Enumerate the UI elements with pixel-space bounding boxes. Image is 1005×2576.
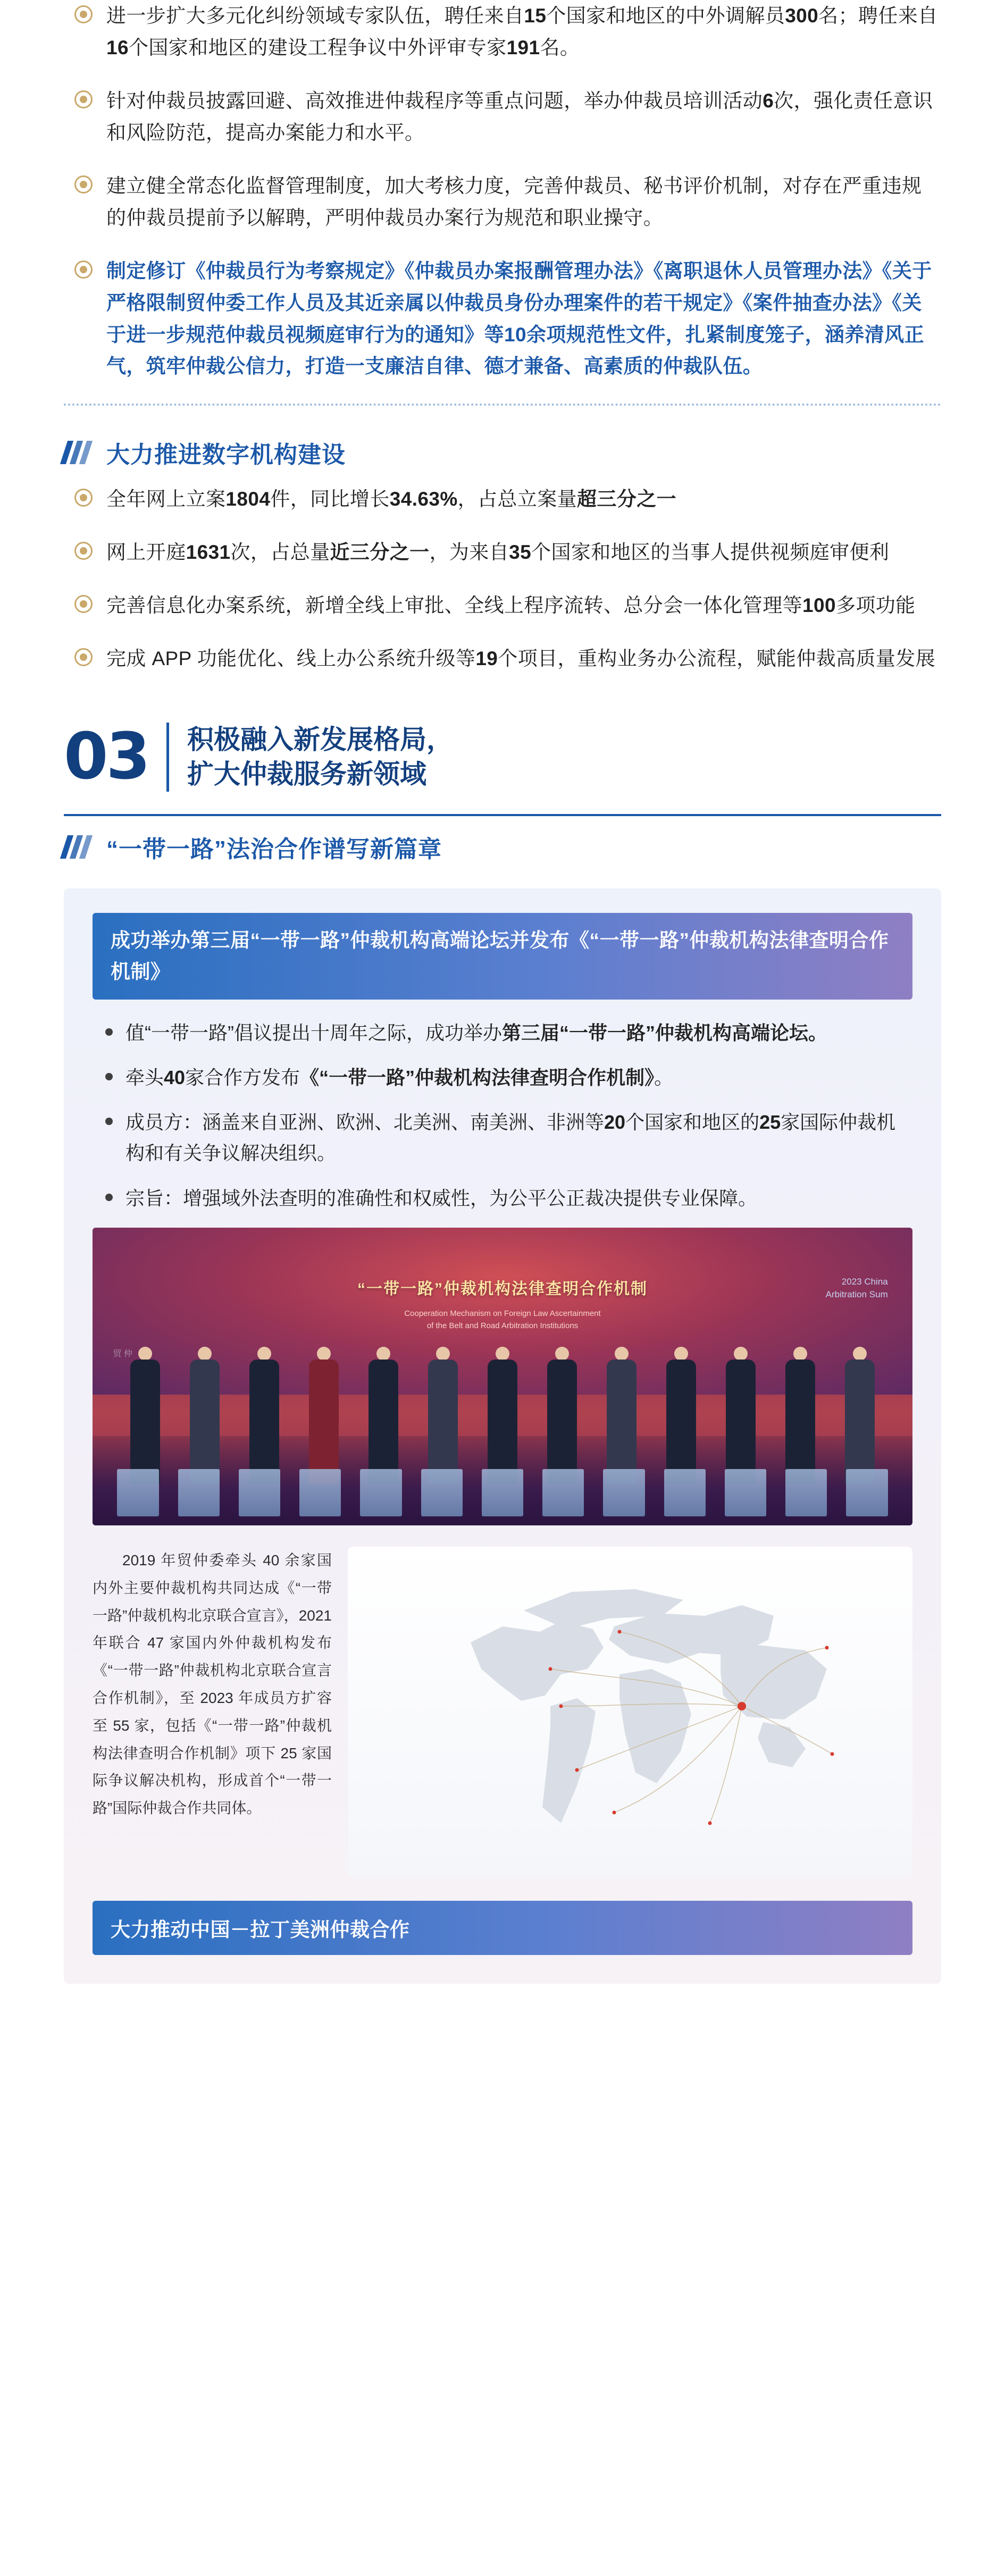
chapter-title-line1: 积极融入新发展格局， [187,725,453,755]
divider-dotted [64,404,941,406]
photo-right-caption [826,1276,888,1302]
photo-subtitle [404,1308,600,1332]
bullet-ring-icon [74,5,93,23]
bullet-text: 完成 APP 功能优化、线上办公系统升级等19个项目，重构业务办公流程，赋能仲裁高质量发展 [106,648,936,670]
photo-podium-row [117,1469,888,1517]
list-item [74,0,941,64]
arbitrator-team-bullets [0,0,1005,382]
chapter-divider [166,723,169,792]
photo-person [483,1347,522,1484]
section-heading-belt-road [0,816,1005,878]
bottom-banner: 大力推动中国－拉丁美洲仲裁合作 [93,1901,912,1955]
photo-person [423,1347,463,1484]
world-map-svg [348,1547,912,1876]
photo-person [245,1347,284,1484]
bullet-ring-icon [74,90,93,108]
list-item [74,643,941,675]
section-heading-digital [0,422,1005,483]
chapter-header [0,696,1005,805]
bullet-dot-icon [105,1194,113,1201]
photo-subtitle-line1: Cooperation Mechanism on Foreign Law Ascertainment [404,1309,601,1319]
bullet-text: 全年网上立案1804件，同比增长34.63%，占总立案量超三分之一 [106,488,677,510]
bullet-text: 建立健全常态化监督管理制度，加大考核力度，完善仲裁员、秘书评价机制，对存在严重违规的仲裁员提前予以解聘，严明仲裁员办案行为规范和职业操守。 [106,174,922,229]
bullet-dot-icon [105,1118,113,1125]
photo-person [364,1347,403,1484]
photo-left-badge: 贸 仲 [113,1349,132,1359]
photo-caption [93,1547,342,1822]
list-item [101,1018,907,1048]
photo-person [721,1347,760,1484]
bullet-ring-icon [74,489,93,507]
section-title: “一带一路”法治合作谱写新篇章 [106,836,442,863]
map-origin-marker [738,1702,746,1710]
panel-item-text: 牵头40家合作方发布《“一带一路”仲裁机构法律查明合作机制》。 [125,1066,674,1088]
list-item [101,1183,907,1214]
photo-person [125,1347,165,1484]
list-item [74,536,941,568]
section-title: 大力推进数字机构建设 [106,442,346,468]
belt-road-panel [64,888,941,1984]
list-item [74,85,941,149]
bullet-ring-icon [74,595,93,613]
bullet-text: 网上开庭1631次，占总量近三分之一，为来自35个国家和地区的当事人提供视频庭审便利 [106,541,890,564]
photo-person [185,1347,224,1484]
chapter-title [187,723,453,792]
chapter-title-line2: 扩大仲裁服务新领域 [187,759,426,790]
panel-banner: 成功举办第三届“一带一路”仲裁机构高端论坛并发布《“一带一路”仲裁机构法律查明合作机制》 [93,913,912,999]
photo-person [661,1347,701,1484]
list-item [101,1107,907,1169]
chapter-number: 03 [64,720,148,794]
photo-person [840,1347,880,1484]
bullet-ring-icon [74,648,93,666]
photo-people-row [125,1347,880,1484]
photo-person [602,1347,641,1484]
panel-item-text: 值“一带一路”倡议提出十周年之际，成功举办第三届“一带一路”仲裁机构高端论坛。 [125,1021,827,1044]
slash-mark-icon [60,441,96,464]
photo-subtitle-line2: of the Belt and Road Arbitration Institutions [426,1321,579,1330]
list-item [74,170,941,234]
list-item [101,1062,907,1093]
bullet-text: 进一步扩大多元化纠纷领域专家队伍，聘任来自15个国家和地区的中外调解员300名；聘任来自16个国家和地区的建设工程争议中外评审专家191名。 [106,5,938,58]
bullet-text: 针对仲裁员披露回避、高效推进仲裁程序等重点问题，举办仲裁员培训活动6次，强化责任意识和风险防范，提高办案能力和水平。 [106,89,933,144]
bullet-dot-icon [105,1028,113,1036]
photo-headline: “一带一路”仲裁机构法律查明合作机制 [357,1280,648,1298]
bullet-ring-icon [74,542,93,560]
slash-mark-icon [60,835,96,859]
bullet-text: 完善信息化办案系统，新增全线上审批、全线上程序流转、总分会一体化管理等100多项功能 [106,594,916,617]
bullet-text-highlight: 制定修订《仲裁员行为考察规定》《仲裁员办案报酬管理办法》《离职退休人员管理办法》《关于严格限制贸仲委工作人员及其近亲属以仲裁员身份办理案件的若干规定》《案件抽查办法》《关于进一步规范仲裁员视频庭审行为的通知》等10余项规范性文件，扎紧制度笼子，涵养清风正气，筑牢仲裁公信力，打造一支廉洁自律、德才兼备、高素质的仲裁队伍。 [106,259,932,377]
bullet-ring-icon [74,175,93,194]
photo-person [781,1347,820,1484]
panel-item-text: 成员方：涵盖来自亚洲、欧洲、北美洲、南美洲、非洲等20个国家和地区的25家国际仲裁机构和有关争议解决组织。 [125,1111,896,1164]
bullet-dot-icon [105,1073,113,1080]
panel-bullet-list [93,1018,912,1214]
photo-person [304,1347,344,1484]
list-item [74,483,941,515]
world-map-illustration [348,1547,912,1876]
caption-map-row [93,1547,912,1876]
photo-caption-text: 2019 年贸仲委牵头 40 余家国内外主要仲裁机构共同达成《“一带一路”仲裁机构北京联合宣言》，2021 年联合 47 家国内外仲裁机构发布《“一带一路”仲裁机构北京联合宣言合作机制》，至 2023 年成员方扩容至 55 家，包括《“一带一路”仲裁机构法律查明合作机制》项下 25 家国际争议解决机构，形成首个“一带一路”国际仲裁合作共同体。 [93,1552,332,1817]
bullet-ring-icon [74,261,93,279]
list-item [74,590,941,622]
photo-right-line1: 2023 China [841,1276,888,1287]
photo-right-line2: Arbitration Sum [825,1289,888,1300]
panel-item-text: 宗旨：增强域外法查明的准确性和权威性，为公平公正裁决提供专业保障。 [125,1187,758,1209]
photo-person [542,1347,582,1484]
forum-photo [93,1228,912,1525]
list-item [74,255,941,383]
digital-bullets [0,483,1005,675]
